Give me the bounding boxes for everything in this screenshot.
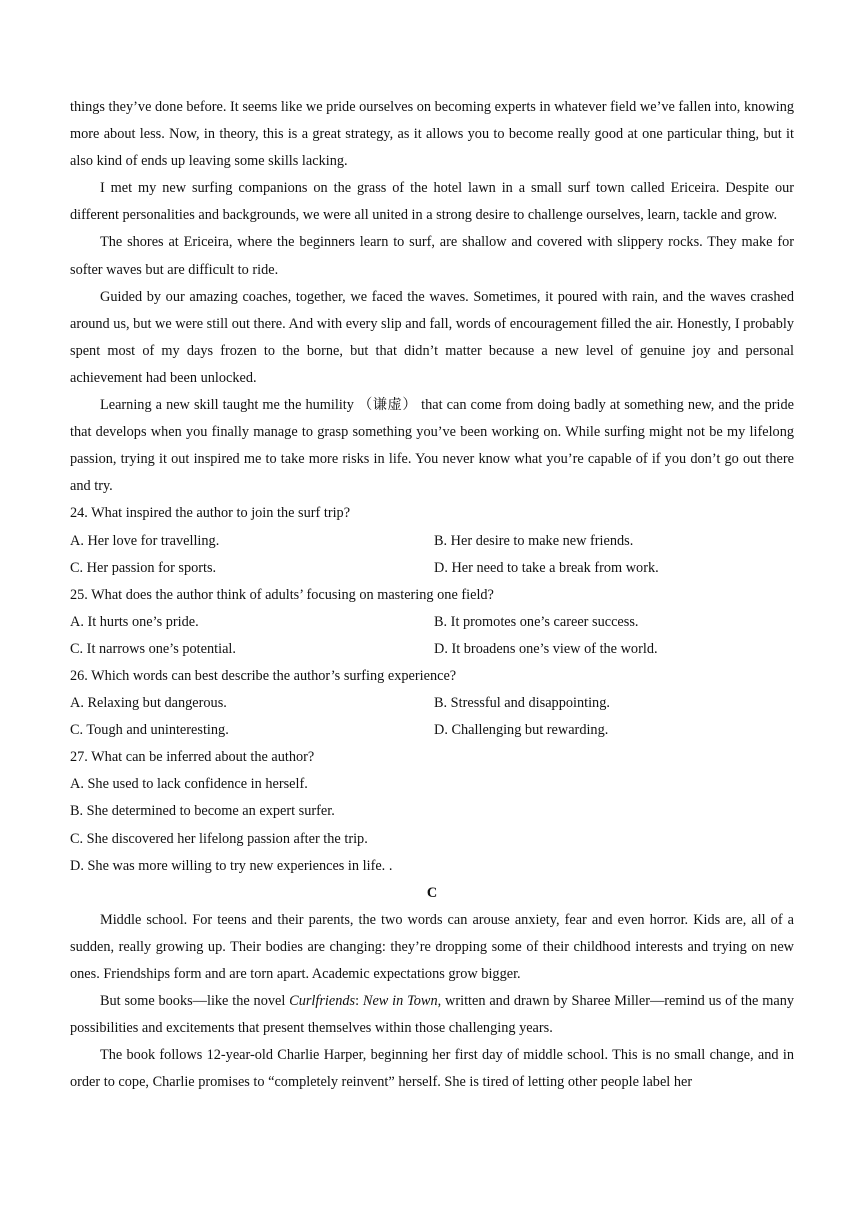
book-subtitle: New in Town xyxy=(362,993,438,1010)
question-stem: 26. Which words can best describe the author’s surfing experience? xyxy=(70,667,457,684)
passage-c-paragraph-1: Middle school. For teens and their parents, the two words can arouse anxiety, fear and even horror. Kids are, all of a sudden, really growing up. Their bodies are changing: they’re dropping some of their childhood interests and trying on new ones. Friendships form and are torn apart. Academic expectations grow bigger. xyxy=(70,911,794,982)
question-stem: 24. What inspired the author to join the surf trip? xyxy=(70,505,351,522)
option-b: B. It promotes one’s career success. xyxy=(434,613,639,630)
option-c: C. She discovered her lifelong passion after the trip. xyxy=(70,830,368,847)
option-row xyxy=(70,555,794,582)
section-c-heading: C xyxy=(426,884,438,901)
passage-b-paragraph-4: Guided by our amazing coaches, together, we faced the waves. Sometimes, it poured with rain, and the waves crashed around us, but we were still out there. And with every slip and fall, words of encouragement filled the air. Honestly, I probably spent most of my days frozen to the borne, but that didn’t matter because a new level of genuine joy and personal achievement had been unlocked. xyxy=(70,288,794,386)
paragraph-text: , written and drawn by Sharee Miller—remind us of the many possibilities and excitements that present themselves within those challenging years. xyxy=(70,993,794,1037)
option-a: A. Relaxing but dangerous. xyxy=(70,695,227,712)
option-a: A. It hurts one’s pride. xyxy=(70,613,199,630)
title-separator: : xyxy=(355,993,363,1010)
option-d: D. She was more willing to try new experiences in life. . xyxy=(70,857,393,874)
option-c: C. Tough and uninteresting. xyxy=(70,722,229,739)
option-row xyxy=(70,636,794,663)
option-c: C. It narrows one’s potential. xyxy=(70,640,236,657)
passage-b-paragraph-5: Learning a new skill taught me the humility （谦虚） that can come from doing badly at something new, and the pride that develops when you finally manage to grasp something you’ve been working on. While surfing might not be my lifelong passion, trying it out inspired me to take more risks in life. You never know what you’re capable of if you don’t go out there and try. xyxy=(70,397,794,495)
question-24 xyxy=(70,500,794,581)
option-b: B. She determined to become an expert surfer. xyxy=(70,803,335,820)
option-a: A. She used to lack confidence in herself. xyxy=(70,776,308,793)
question-25 xyxy=(70,582,794,663)
option-b: B. Stressful and disappointing. xyxy=(434,695,610,712)
option-a: A. Her love for travelling. xyxy=(70,532,220,549)
passage-b-paragraph-3: The shores at Ericeira, where the beginners learn to surf, are shallow and covered with slippery rocks. They make for softer waves but are difficult to ride. xyxy=(70,234,794,278)
question-26 xyxy=(70,663,794,744)
option-row xyxy=(70,717,794,744)
option-d: D. Her need to take a break from work. xyxy=(434,559,659,576)
question-stem: 27. What can be inferred about the author? xyxy=(70,749,315,766)
passage-c-paragraph-3: The book follows 12-year-old Charlie Harper, beginning her first day of middle school. This is no small change, and in order to cope, Charlie promises to “completely reinvent” herself. She is tired of letting other people label her xyxy=(70,1047,794,1091)
option-d: D. Challenging but rewarding. xyxy=(434,722,609,739)
option-b: B. Her desire to make new friends. xyxy=(434,532,634,549)
paragraph-text: But some books—like the novel xyxy=(100,993,290,1010)
passage-c-paragraph-2 xyxy=(70,988,794,1042)
option-c: C. Her passion for sports. xyxy=(70,559,217,576)
book-title: Curlfriends xyxy=(289,993,356,1010)
passage-b-paragraph-1: things they’ve done before. It seems like we pride ourselves on becoming experts in whatever field we’ve fallen into, knowing more about less. Now, in theory, this is a great strategy, as it allows you to become really good at one particular thing, but it also kind of ends up leaving some skills lacking. xyxy=(70,99,794,170)
passage-b-paragraph-2: I met my new surfing companions on the grass of the hotel lawn in a small surf town called Ericeira. Despite our different personalities and backgrounds, we were all united in a strong desire to challenge ourselves, learn, tackle and grow. xyxy=(70,180,794,224)
option-row xyxy=(70,609,794,636)
question-stem: 25. What does the author think of adults’ focusing on mastering one field? xyxy=(70,586,494,603)
option-d: D. It broadens one’s view of the world. xyxy=(434,640,658,657)
option-row xyxy=(70,690,794,717)
option-row xyxy=(70,528,794,555)
question-27 xyxy=(70,744,794,879)
